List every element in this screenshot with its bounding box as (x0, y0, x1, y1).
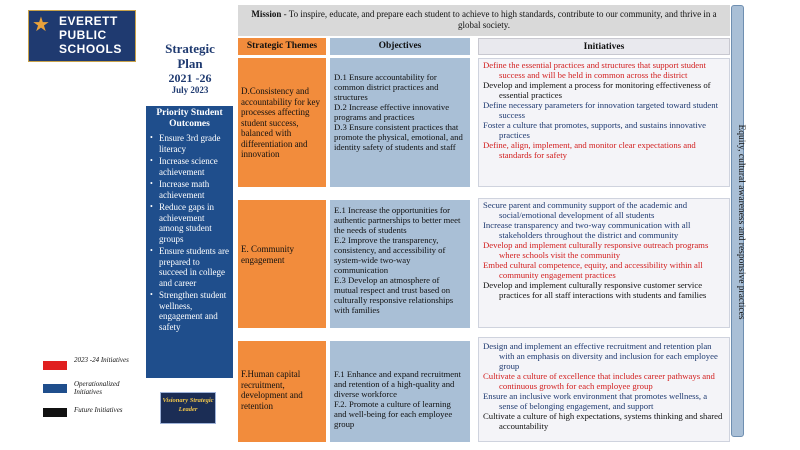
star-icon: ★ (32, 12, 50, 36)
outcome-item: • Ensure 3rd grade literacy (150, 133, 229, 154)
initiative-item: Define necessary parameters for innovation targeted toward student success (483, 100, 719, 120)
outcome-item: • Increase science achievement (150, 156, 229, 177)
initiative-item: Develop and implement a process for monitoring effectiveness of essential practices (483, 80, 711, 100)
logo-line-2: PUBLIC (59, 28, 107, 42)
theme-cell-d: D.Consistency and accountability for key processes affecting student success, balanced with differentiation and innovation (238, 58, 326, 187)
mission-bar (238, 5, 730, 36)
legend-swatch-current (43, 361, 67, 370)
outcome-item: • Reduce gaps in achievement among student groups (150, 202, 229, 244)
legend-swatch-operational (43, 384, 67, 393)
objectives-cell-e (330, 200, 470, 328)
initiative-item: Increase transparency and two-way communication with all stakeholders throughout the district and community (483, 220, 691, 240)
objective-item: D.1 Ensure accountability for common district practices and structures (334, 72, 439, 102)
objective-item: E.3 Develop an atmosphere of mutual respect and trust based on culturally responsive relationships with families (334, 275, 454, 315)
legend-label-current: 2023 -24 Initiatives (74, 356, 129, 364)
priority-outcomes-box (146, 106, 233, 378)
equity-sidebar-text: Equity, cultural awareness and responsive practices (736, 124, 746, 320)
initiative-item: Secure parent and community support of the academic and social/emotional development of all students (483, 200, 688, 220)
outcomes-list (150, 133, 229, 332)
legend-label-future: Future Initiatives (74, 406, 123, 414)
logo-line-1: EVERETT (59, 14, 118, 28)
initiatives-cell-e (478, 198, 730, 328)
objective-item: D.3 Ensure consistent practices that promote the physical, emotional, and identity safety of students and staff (334, 122, 463, 152)
equity-sidebar (731, 5, 744, 437)
outcome-item: • Ensure students are prepared to succeed in college and career (150, 246, 229, 288)
plan-years: 2021 -26 (168, 71, 212, 85)
logo-line-3: SCHOOLS (59, 42, 122, 56)
initiatives-cell-f (478, 337, 730, 442)
objective-item: E.2 Improve the transparency, consistency, and accessibility of system-wide two-way communication (334, 235, 446, 275)
header-strategic-themes: Strategic Themes (238, 38, 326, 55)
objective-item: D.2 Increase effective innovative programs and practices (334, 102, 450, 122)
plan-date: July 2023 (171, 85, 209, 95)
plan-title-line-2: Plan (177, 56, 203, 71)
outcome-item: • Strengthen student wellness, engagement and safety (150, 290, 229, 332)
leader-badge-text: Visionary Strategic Leader (162, 397, 214, 413)
outcome-item: • Increase math achievement (150, 179, 229, 200)
initiative-item: Develop and implement culturally responsive outreach programs where schools visit the community (483, 240, 709, 260)
initiative-item: Cultivate a culture of high expectations, systems thinking and shared accountability (483, 411, 723, 431)
legend-swatch-future (43, 408, 67, 417)
initiative-item: Ensure an inclusive work environment that promotes wellness, a sense of belonging engagement, and support (483, 391, 708, 411)
objectives-cell-f (330, 341, 470, 442)
objectives-cell-d (330, 58, 470, 187)
mission-label: Mission (251, 9, 282, 19)
initiative-item: Develop and implement culturally responsive customer service practices for all staff interactions with students and families (483, 280, 707, 300)
initiative-item: Define the essential practices and structures that support student success and will be held in common across the district (483, 60, 706, 80)
initiative-item: Embed cultural competence, equity, and accessibility within all community engagement practices (483, 260, 703, 280)
leader-badge-logo (160, 392, 216, 424)
initiative-item: Foster a culture that promotes, supports, and sustains innovative practices (483, 120, 706, 140)
theme-cell-f: F.Human capital recruitment, development and retention (238, 341, 326, 442)
plan-title-line-1: Strategic (165, 41, 215, 56)
outcomes-title: Priority Student Outcomes (156, 108, 223, 129)
theme-cell-e: E. Community engagement (238, 200, 326, 328)
header-initiatives: Initiatives (478, 38, 730, 55)
objective-item: F.2. Promote a culture of learning and well-being for each employee group (334, 399, 453, 429)
initiative-item: Define, align, implement, and monitor clear expectations and standards for safety (483, 140, 696, 160)
initiative-item: Cultivate a culture of excellence that includes career pathways and continuous growth for each employee group (483, 371, 715, 391)
plan-title (150, 41, 230, 96)
district-logo (28, 10, 136, 62)
objective-item: F.1 Enhance and expand recruitment and retention of a high-quality and diverse workforce (334, 369, 461, 399)
initiatives-cell-d (478, 58, 730, 187)
initiative-item: Design and implement an effective recruitment and retention plan with an emphasis on diversity and inclusion for each employee group (483, 341, 718, 371)
mission-text: - To inspire, educate, and prepare each student to achieve to high standards, contribute to our community, and thrive in a global society. (281, 9, 717, 30)
legend-label-operational: Operationalized Initiatives (74, 380, 120, 396)
objective-item: E.1 Increase the opportunities for authentic partnerships to better meet the needs of students (334, 205, 461, 235)
header-objectives: Objectives (330, 38, 470, 55)
